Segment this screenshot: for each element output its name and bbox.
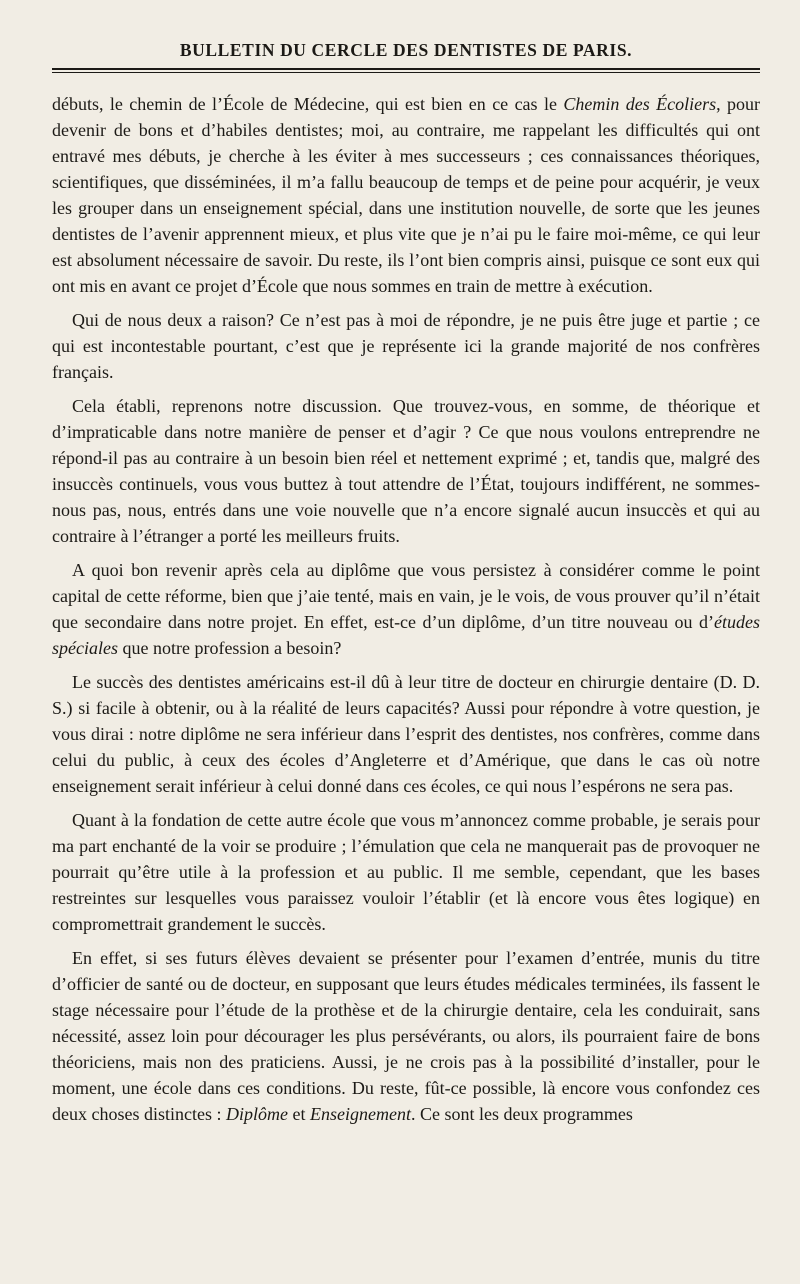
text-run: , pour devenir de bons et d’habiles dentistes; moi, au contraire, me rappelant les difficultés qui ont entravé mes débuts, je cherche à les éviter à mes successeurs ; ces connaissances théoriques, scientifiques, que disséminées, il m’a fallu beaucoup de temps et de peine pour acquérir, je veux les grouper dans un enseignement spécial, dans une institution nouvelle, de sorte que les jeunes dentistes de l’avenir apprennent mieux, et plus vite que je n’ai pu le faire moi-même, ce qui leur est absolument nécessaire de savoir. Du reste, ils l’ont bien compris ainsi, puisque ce sont eux qui ont mis en avant ce projet d’École que nous sommes en train de mettre à exécution.: [52, 94, 760, 296]
text-run: débuts, le chemin de l’École de Médecine, qui est bien en ce cas le: [52, 94, 564, 114]
header-rule-thin: [52, 72, 760, 73]
text-run: Cela établi, reprenons notre discussion. Que trouvez-vous, en somme, de théorique et d’impraticable dans notre manière de penser et d’agir ? Ce que nous voulons entreprendre ne répond-il pas au contraire à un besoin bien réel et nettement exprimé ; et, tandis que, malgré des insuccès continuels, vous vous buttez à tout attendre de l’État, toujours indifférent, ne sommes-nous pas, nous, entrés dans une voie nouvelle que n’a encore signalé aucun insuccès et qui au contraire à l’étranger a porté les meilleurs fruits.: [52, 396, 760, 546]
italic-text: Diplôme: [225, 1104, 288, 1124]
italic-text: Enseignement: [309, 1104, 411, 1124]
paragraph: [52, 557, 760, 661]
text-run: que notre profession a besoin?: [117, 638, 342, 658]
text-run: En effet, si ses futurs élèves devaient se présenter pour l’examen d’entrée, munis du titre d’officier de santé ou de docteur, en supposant que leurs études médicales terminées, ils fassent le stage nécessaire pour l’étude de la prothèse et de la chirurgie dentaire, cela les conduirait, sans nécessité, assez loin pour décourager les plus persévérants, ou alors, ils pourraient faire de bons théoriciens, mais non des praticiens. Aussi, je ne crois pas à la possibilité d’installer, pour le moment, une école dans ces conditions. Du reste, fût-ce possible, là encore vous confondez ces deux choses distinctes :: [52, 948, 760, 1124]
text-run: Qui de nous deux a raison? Ce n’est pas à moi de répondre, je ne puis être juge et partie ; ce qui est incontestable pourtant, c’est que je représente ici la grande majorité de nos confrères français.: [52, 310, 760, 382]
text-run: A quoi bon revenir après cela au diplôme que vous persistez à considérer comme le point capital de cette réforme, bien que j’aie tenté, mais en vain, je le vois, de vous prouver qu’il n’était que secondaire dans notre projet. En effet, est-ce d’un diplôme, d’un titre nouveau ou d’: [52, 560, 760, 632]
italic-text: Chemin des Écoliers: [563, 94, 717, 114]
paragraph: [52, 307, 760, 385]
paragraph: [52, 91, 760, 299]
paragraph: [52, 807, 760, 937]
text-run: Quant à la fondation de cette autre école que vous m’annoncez comme probable, je serais pour ma part enchanté de la voir se produire ; l’émulation que cela ne manquerait pas de provoquer ne pourrait qu’être utile à la profession et au public. Il me semble, cependant, que les bases restreintes sur lesquelles vous paraissez vouloir l’établir (et là encore vous êtes logique) en compromettrait grandement le succès.: [52, 810, 760, 934]
text-run: . Ce sont les deux programmes: [410, 1104, 633, 1124]
running-header: BULLETIN DU CERCLE DES DENTISTES DE PARIS.: [179, 40, 633, 60]
paragraph: [52, 393, 760, 549]
article-body: [52, 91, 760, 1127]
paragraph: [52, 669, 760, 799]
text-run: et: [287, 1104, 310, 1124]
header-rule: [52, 68, 760, 70]
page: [52, 38, 760, 1135]
paragraph: [52, 945, 760, 1127]
italic-text: études spéciales: [52, 612, 760, 658]
text-run: Le succès des dentistes américains est-il dû à leur titre de docteur en chirurgie dentaire (D. D. S.) si facile à obtenir, ou à la réalité de leurs capacités? Aussi pour répondre à votre question, je vous dirai : notre diplôme ne sera inférieur dans l’esprit des dentistes, nos confrères, comme dans celui du public, à ceux des écoles d’Angleterre et d’Amérique, que dans le cas où notre enseignement serait inférieur à celui donné dans ces écoles, ce qui nous l’espérons ne sera pas.: [52, 672, 760, 796]
